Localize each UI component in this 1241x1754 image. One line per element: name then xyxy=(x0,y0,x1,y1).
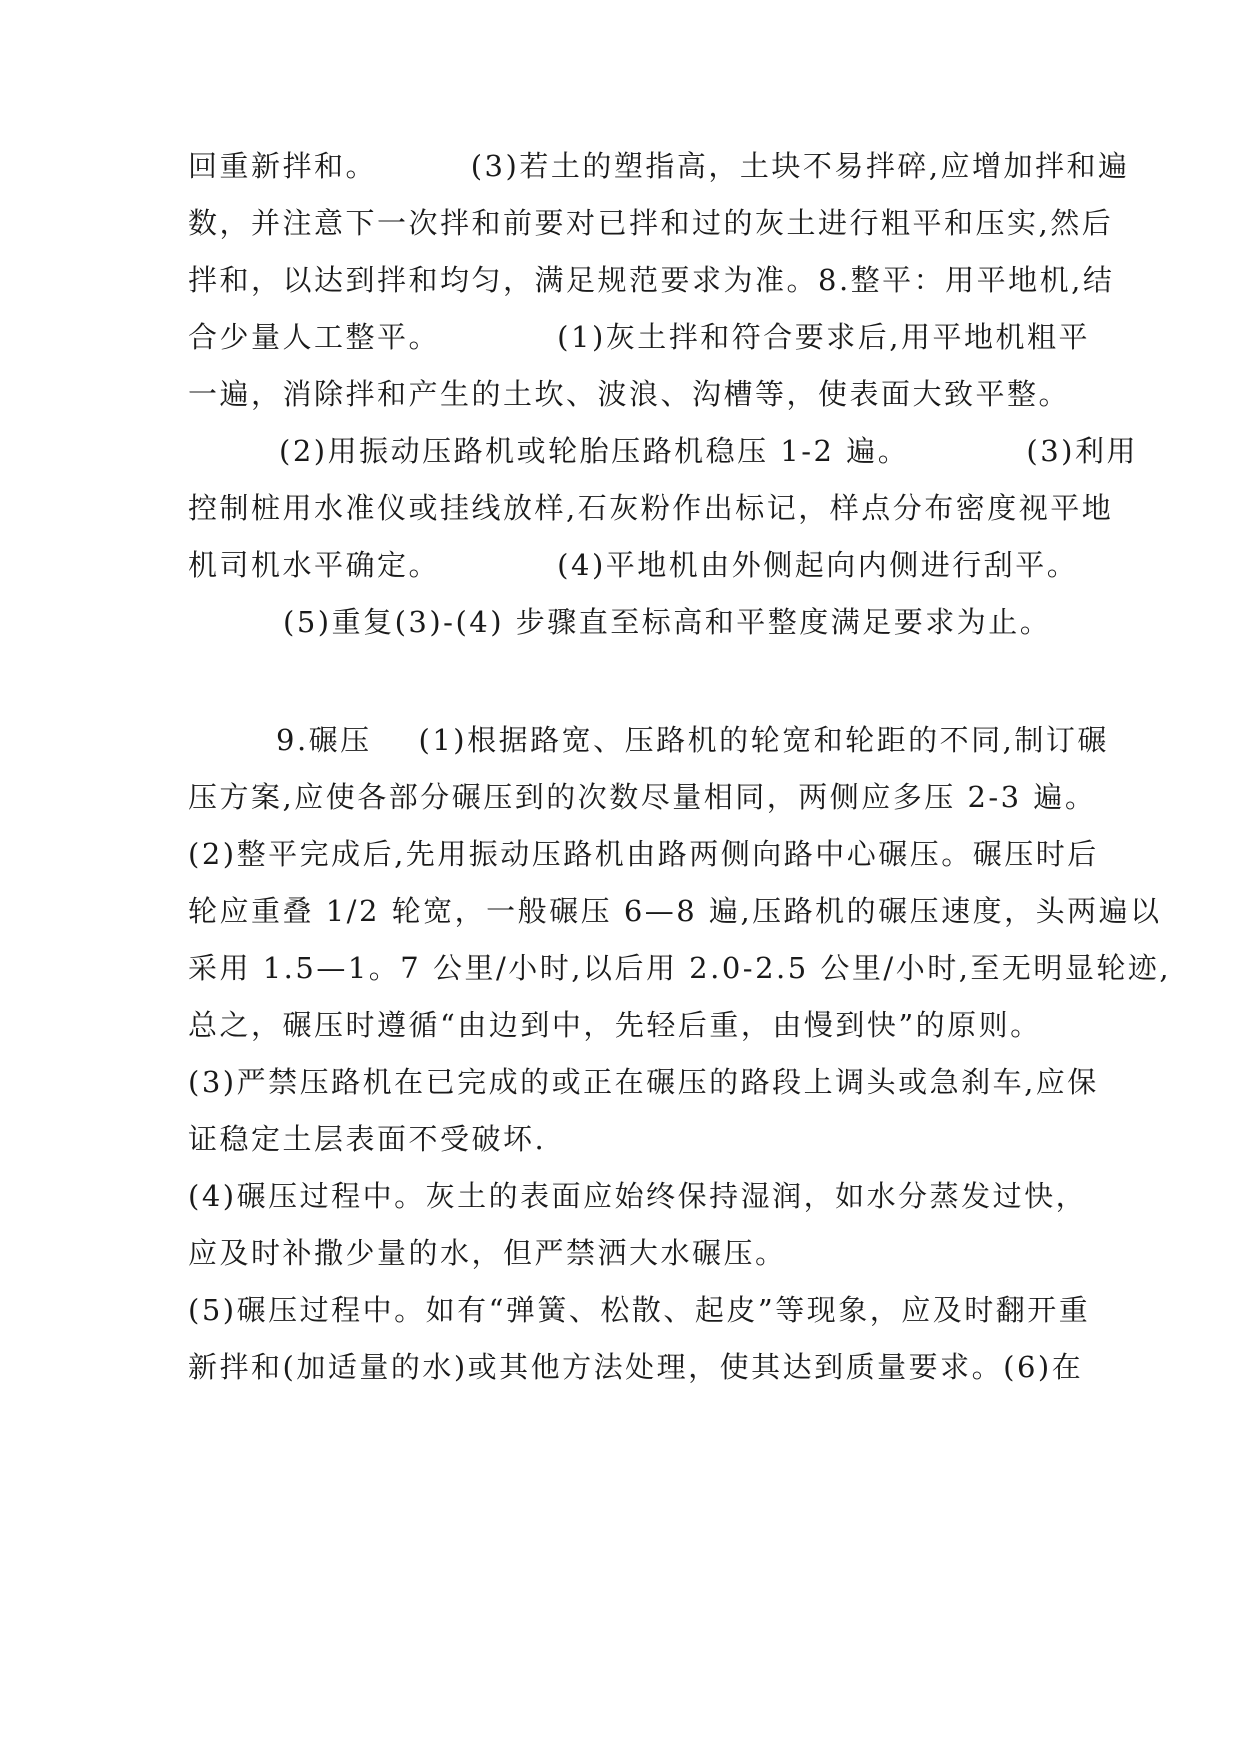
text-line: 拌和，以达到拌和均匀，满足规范要求为准。8.整平：用平地机,结 xyxy=(188,263,1115,297)
text-line: 应及时补撒少量的水，但严禁洒大水碾压。 xyxy=(188,1236,787,1270)
text-line: 合少量人工整平。 (1)灰土拌和符合要求后,用平地机粗平 xyxy=(188,320,1090,354)
text-line: (5)碾压过程中。如有“弹簧、松散、起皮”等现象，应及时翻开重 xyxy=(188,1293,1091,1327)
text-line: 总之，碾压时遵循“由边到中，先轻后重，由慢到快”的原则。 xyxy=(188,1008,1042,1042)
text-line: (4)碾压过程中。灰土的表面应始终保持湿润，如水分蒸发过快， xyxy=(188,1179,1088,1213)
text-line: 轮应重叠 1/2 轮宽，一般碾压 6—8 遍,压路机的碾压速度，头两遍以 xyxy=(188,894,1162,928)
text-line: (3)严禁压路机在已完成的或正在碾压的路段上调头或急刹车,应保 xyxy=(188,1065,1099,1099)
text-line: 9.碾压 (1)根据路宽、压路机的轮宽和轮距的不同,制订碾 xyxy=(276,723,1109,757)
text-line: 回重新拌和。 (3)若土的塑指高，土块不易拌碎,应增加拌和遍 xyxy=(188,149,1130,183)
text-line: (2)整平完成后,先用振动压路机由路两侧向路中心碾压。碾压时后 xyxy=(188,837,1099,871)
text-line: (5)重复(3)-(4) 步骤直至标高和平整度满足要求为止。 xyxy=(283,605,1052,639)
text-line: 采用 1.5—1。7 公里/小时,以后用 2.0-2.5 公里/小时,至无明显轮迹, xyxy=(188,951,1172,985)
text-line: (2)用振动压路机或轮胎压路机稳压 1-2 遍。 (3)利用 xyxy=(279,434,1138,468)
text-line: 证稳定土层表面不受破坏. xyxy=(188,1122,547,1156)
text-line: 机司机水平确定。 (4)平地机由外侧起向内侧进行刮平。 xyxy=(188,548,1079,582)
text-line: 数，并注意下一次拌和前要对已拌和过的灰土进行粗平和压实,然后 xyxy=(188,206,1114,240)
text-line: 新拌和(加适量的水)或其他方法处理，使其达到质量要求。(6)在 xyxy=(188,1350,1084,1384)
text-line: 一遍，消除拌和产生的土坎、波浪、沟槽等，使表面大致平整。 xyxy=(188,377,1071,411)
text-line: 控制桩用水准仪或挂线放样,石灰粉作出标记，样点分布密度视平地 xyxy=(188,491,1114,525)
text-line: 压方案,应使各部分碾压到的次数尽量相同，两侧应多压 2-3 遍。 xyxy=(188,780,1097,814)
